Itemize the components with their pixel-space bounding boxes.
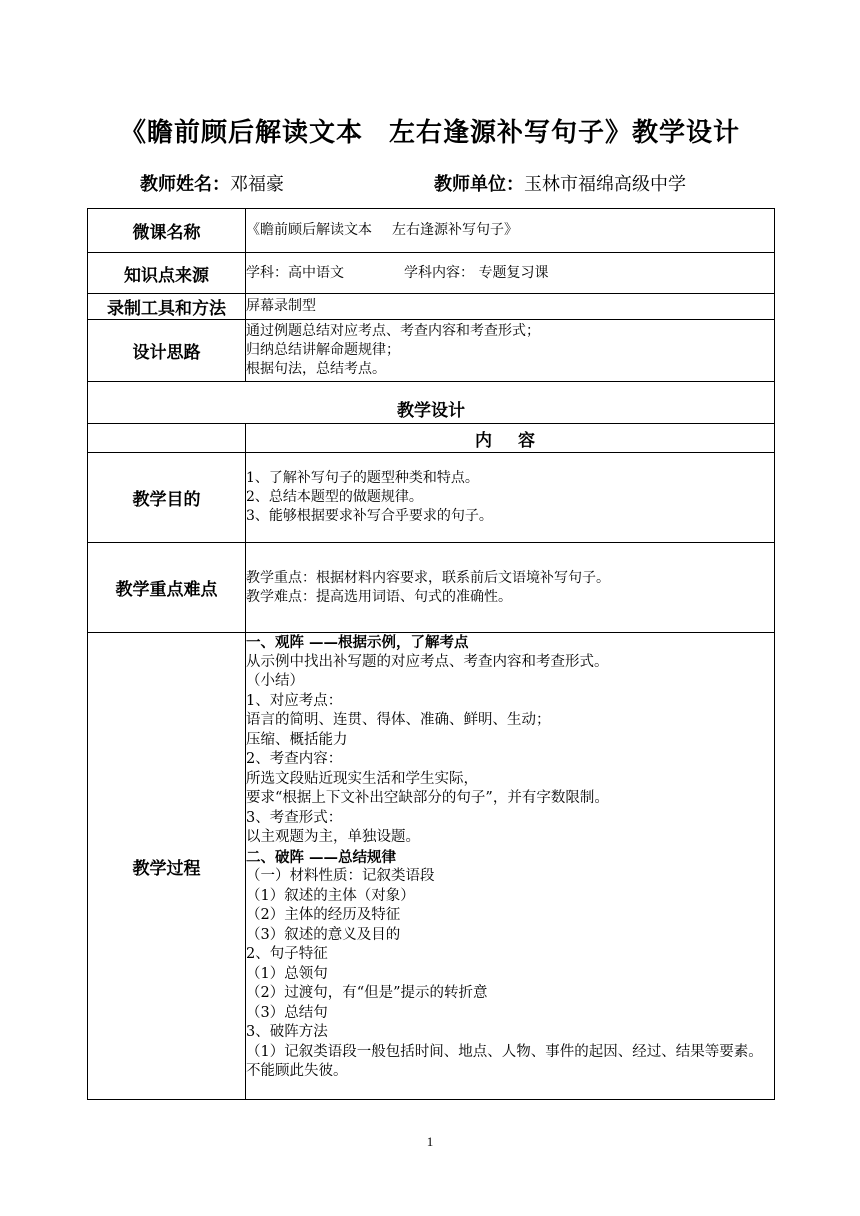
section-title: 教学设计 bbox=[88, 382, 775, 424]
course-name-value bbox=[246, 209, 775, 253]
teaching-goal-line: 2、总结本题型的做题规律。 bbox=[246, 489, 423, 505]
process-line: 要求“根据上下文补出空缺部分的句子”，并有字数限制。 bbox=[246, 790, 609, 806]
design-idea-line: 根据句法，总结考点。 bbox=[246, 361, 386, 377]
process-line: （2）过渡句，有“但是”提示的转折意 bbox=[246, 985, 488, 1001]
process-line: 2、句子特征 bbox=[246, 946, 328, 962]
page-number: 1 bbox=[426, 1134, 434, 1149]
content-header-empty bbox=[88, 424, 246, 453]
row-key-points bbox=[88, 543, 775, 633]
teacher-name-label: 教师姓名： bbox=[140, 174, 230, 195]
process-line: （1）记叙类语段一般包括时间、地点、人物、事件的起因、经过、结果等要素。不能顾此失彼。 bbox=[246, 1043, 763, 1079]
content-header: 内 容 bbox=[246, 424, 775, 453]
row-teaching-process bbox=[88, 633, 775, 1100]
lesson-design-table bbox=[87, 208, 775, 1100]
teaching-goal-value bbox=[246, 453, 775, 543]
process-line: （1）叙述的主体（对象） bbox=[246, 887, 415, 904]
row-section-title bbox=[88, 382, 775, 424]
teaching-goal-label: 教学目的 bbox=[88, 453, 246, 543]
teacher-unit-label: 教师单位： bbox=[434, 174, 524, 195]
process-line: （3）叙述的意义及目的 bbox=[246, 926, 401, 943]
process-line: （1）总领句 bbox=[246, 965, 328, 982]
process-line: （一）材料性质：记叙类语段 bbox=[246, 868, 435, 884]
key-points-label: 教学重点难点 bbox=[88, 543, 246, 633]
process-line: 以主观题为主，单独设题。 bbox=[246, 829, 420, 845]
process-line: 所选文段贴近现实生活和学生实际， bbox=[246, 770, 478, 787]
row-design-idea bbox=[88, 320, 775, 382]
process-line: 3、考查形式： bbox=[246, 809, 343, 826]
document-title-part2: 左右逢源补写句子》教学设计 bbox=[389, 118, 741, 148]
row-source bbox=[88, 253, 775, 294]
process-line: 1、对应考点： bbox=[246, 692, 343, 709]
source-subject: 学科：高中语文 bbox=[246, 264, 344, 281]
process-line: 从示例中找出补写题的对应考点、考查内容和考查形式。 bbox=[246, 653, 609, 670]
tool-value: 屏幕录制型 bbox=[246, 294, 775, 320]
source-content: 学科内容： 专题复习课 bbox=[404, 264, 549, 281]
course-name-label: 微课名称 bbox=[88, 209, 246, 253]
row-tool bbox=[88, 294, 775, 320]
process-line: 语言的简明、连贯、得体、准确、鲜明、生动； bbox=[246, 712, 551, 728]
document-title-part1: 《瞻前顾后解读文本 bbox=[119, 118, 363, 148]
process-line: 2、考查内容： bbox=[246, 751, 343, 767]
row-course-name bbox=[88, 209, 775, 253]
teacher-unit bbox=[434, 170, 686, 196]
course-name-part2: 左右逢源补写句子》 bbox=[392, 222, 518, 238]
course-name-part1: 《瞻前顾后解读文本 bbox=[246, 222, 372, 238]
process-heading: 一、观阵 ——根据示例，了解考点 bbox=[246, 634, 469, 651]
design-idea-line: 通过例题总结对应考点、考查内容和考查形式； bbox=[246, 323, 540, 339]
teaching-process-label: 教学过程 bbox=[88, 633, 246, 1100]
source-value bbox=[246, 253, 775, 294]
teaching-goal-line: 3、能够根据要求补写合乎要求的句子。 bbox=[246, 508, 493, 524]
teaching-goal-line: 1、了解补写句子的题型种类和特点。 bbox=[246, 470, 479, 486]
teaching-process-value bbox=[246, 633, 775, 1100]
row-content-header bbox=[88, 424, 775, 453]
row-teaching-goal bbox=[88, 453, 775, 543]
process-line: 压缩、概括能力 bbox=[246, 731, 348, 748]
source-label: 知识点来源 bbox=[88, 253, 246, 294]
process-heading: 二、破阵 ——总结规律 bbox=[246, 848, 397, 866]
design-idea-line: 归纳总结讲解命题规律； bbox=[246, 342, 400, 358]
teacher-name bbox=[140, 170, 284, 196]
process-line: （2）主体的经历及特征 bbox=[246, 907, 401, 923]
key-points-value bbox=[246, 543, 775, 633]
process-line: 3、破阵方法 bbox=[246, 1024, 328, 1040]
document-title bbox=[0, 112, 860, 149]
key-points-line: 教学难点：提高选用词语、句式的准确性。 bbox=[246, 588, 512, 605]
process-line: （3）总结句 bbox=[246, 1004, 328, 1021]
tool-label: 录制工具和方法 bbox=[88, 294, 246, 320]
design-idea-value bbox=[246, 320, 775, 382]
teacher-name-value: 邓福豪 bbox=[230, 174, 284, 195]
key-points-line: 教学重点：根据材料内容要求，联系前后文语境补写句子。 bbox=[246, 569, 610, 586]
process-line: （小结） bbox=[246, 673, 304, 689]
teacher-unit-value: 玉林市福绵高级中学 bbox=[524, 174, 686, 195]
design-idea-label: 设计思路 bbox=[88, 320, 246, 382]
